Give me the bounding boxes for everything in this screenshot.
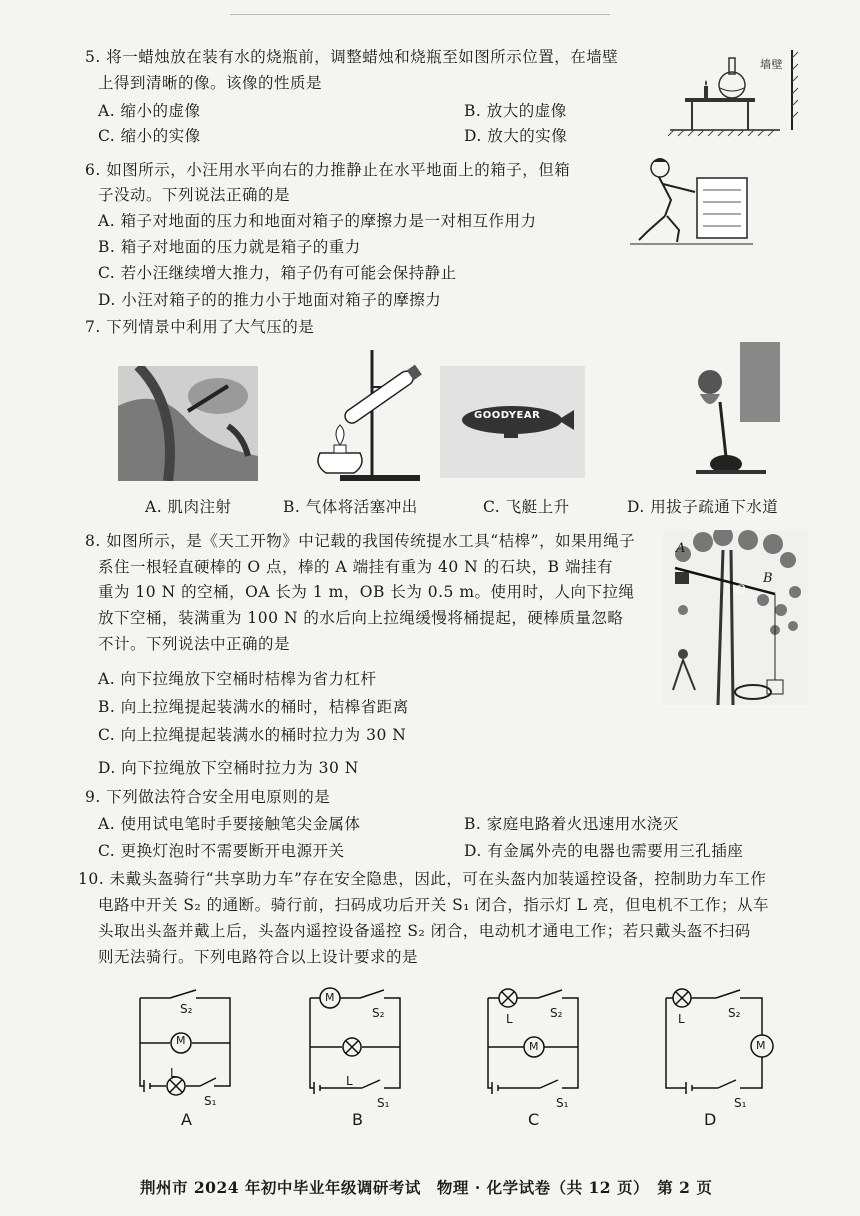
circuit-b-s1-label: S₁ xyxy=(377,1096,390,1110)
q8-option-d: D. 向下拉绳放下空桶时拉力为 30 N xyxy=(98,759,359,777)
q5-option-a: A. 缩小的虚像 xyxy=(98,102,201,120)
q7-plunger-figure xyxy=(690,342,780,482)
q8-stem-line2: 系住一根轻直硬棒的 O 点，棒的 A 端挂有重为 40 N 的石块，B 端挂有 xyxy=(98,558,613,576)
circuit-b-s2-label: S₂ xyxy=(372,1006,385,1020)
circuit-d-label: D xyxy=(704,1110,717,1129)
q5-stem-line2: 上得到清晰的像。该像的性质是 xyxy=(98,74,323,92)
q7-blimp-text: GOODYEAR xyxy=(474,410,541,421)
q8-stem-line5: 不计。下列说法中正确的是 xyxy=(98,635,291,653)
q8-stem-line3: 重为 10 N 的空桶，OA 长为 1 m，OB 长为 0.5 m。使用时，人向下拉绳 xyxy=(98,583,635,601)
q5-candle-flask-figure xyxy=(660,30,810,140)
circuit-a-label: A xyxy=(181,1110,192,1129)
q8-stem-line4: 放下空桶，装满重为 100 N 的水后向上拉绳缓慢将桶提起，硬棒质量忽略 xyxy=(98,609,624,627)
q8-option-b: B. 向上拉绳提起装满水的桶时，桔槔省距离 xyxy=(98,698,409,716)
circuit-c-s1-label: S₁ xyxy=(556,1096,569,1110)
q9-option-c: C. 更换灯泡时不需要断开电源开关 xyxy=(98,842,345,860)
q7-blimp-photo xyxy=(440,366,585,478)
circuit-d-lamp-label: L xyxy=(678,1012,685,1026)
q9-option-a: A. 使用试电笔时手要接触笔尖金属体 xyxy=(98,815,361,833)
q8-label-o: O xyxy=(735,583,747,598)
q10-stem-line2: 电路中开关 S₂ 的通断。骑行前，扫码成功后开关 S₁ 闭合，指示灯 L 亮，但电机不工作；从车 xyxy=(98,896,770,914)
circuit-c-lamp-label: L xyxy=(506,1012,513,1026)
page-footer: 荆州市 2024 年初中毕业年级调研考试 物理 · 化学试卷（共 12 页） 第 2 页 xyxy=(140,1178,713,1197)
top-rule xyxy=(230,14,610,15)
q5-option-b: B. 放大的虚像 xyxy=(464,102,567,120)
q10-stem-line4: 则无法骑行。下列电路符合以上设计要求的是 xyxy=(98,948,419,966)
circuit-b-lamp-label: L xyxy=(346,1074,353,1088)
q10-stem-line1: 10. 未戴头盔骑行“共享助力车”存在安全隐患，因此，可在头盔内加装遥控设备，控制助力车工作 xyxy=(78,870,767,888)
q7-option-c: C. 飞艇上升 xyxy=(483,498,570,516)
circuit-a-s2-label: S₂ xyxy=(180,1002,193,1016)
q6-push-box-figure xyxy=(625,150,755,250)
circuit-b-label: B xyxy=(352,1110,363,1129)
q9-stem: 9. 下列做法符合安全用电原则的是 xyxy=(85,788,331,806)
q5-option-d: D. 放大的实像 xyxy=(464,127,568,145)
q7-stem: 7. 下列情景中利用了大气压的是 xyxy=(85,318,315,336)
q8-option-a: A. 向下拉绳放下空桶时桔槔为省力杠杆 xyxy=(98,670,377,688)
circuit-c-motor-label: M xyxy=(529,1040,539,1053)
circuit-d-s1-label: S₁ xyxy=(734,1096,747,1110)
q8-option-c: C. 向上拉绳提起装满水的桶时拉力为 30 N xyxy=(98,726,407,744)
q7-option-a: A. 肌肉注射 xyxy=(145,498,232,516)
q7-injection-photo xyxy=(118,366,258,481)
q7-option-b: B. 气体将活塞冲出 xyxy=(283,498,418,516)
q9-option-b: B. 家庭电路着火迅速用水浇灭 xyxy=(464,815,679,833)
circuit-d-s2-label: S₂ xyxy=(728,1006,741,1020)
q5-wall-label: 墙壁 xyxy=(760,58,783,71)
circuit-a-lamp-label: L xyxy=(170,1066,177,1080)
circuit-c-label: C xyxy=(528,1110,540,1129)
q9-option-d: D. 有金属外壳的电器也需要用三孔插座 xyxy=(464,842,744,860)
q6-stem-line1: 6. 如图所示，小汪用水平向右的力推静止在水平地面上的箱子，但箱 xyxy=(85,161,571,179)
circuit-b-motor-label: M xyxy=(325,991,335,1004)
q5-stem-line1: 5. 将一蜡烛放在装有水的烧瓶前，调整蜡烛和烧瓶至如图所示位置，在墙壁 xyxy=(85,48,619,66)
q6-option-d: D. 小汪对箱子的的推力小于地面对箱子的摩擦力 xyxy=(98,291,442,309)
q7-test-tube-figure xyxy=(300,345,435,485)
circuit-d-motor-label: M xyxy=(756,1039,766,1052)
circuit-c-s2-label: S₂ xyxy=(550,1006,563,1020)
q10-stem-line3: 头取出头盔并戴上后，头盔内遥控设备遥控 S₂ 闭合，电动机才通电工作；若只戴头盔不扫码 xyxy=(98,922,751,940)
q7-option-d: D. 用拔子疏通下水道 xyxy=(627,498,779,516)
q6-stem-line2: 子没动。下列说法正确的是 xyxy=(98,186,291,204)
q8-label-a: A xyxy=(676,541,686,556)
q6-option-b: B. 箱子对地面的压力就是箱子的重力 xyxy=(98,238,361,256)
q8-label-b: B xyxy=(763,571,774,586)
q5-option-c: C. 缩小的实像 xyxy=(98,127,201,145)
q6-option-a: A. 箱子对地面的压力和地面对箱子的摩擦力是一对相互作用力 xyxy=(98,212,537,230)
q8-stem-line1: 8. 如图所示，是《天工开物》中记载的我国传统提水工具“桔槔”，如果用绳子 xyxy=(85,532,636,550)
q6-option-c: C. 若小汪继续增大推力，箱子仍有可能会保持静止 xyxy=(98,264,457,282)
circuit-b-diagram xyxy=(300,985,410,1100)
circuit-a-motor-label: M xyxy=(176,1034,186,1047)
circuit-a-s1-label: S₁ xyxy=(204,1094,217,1108)
